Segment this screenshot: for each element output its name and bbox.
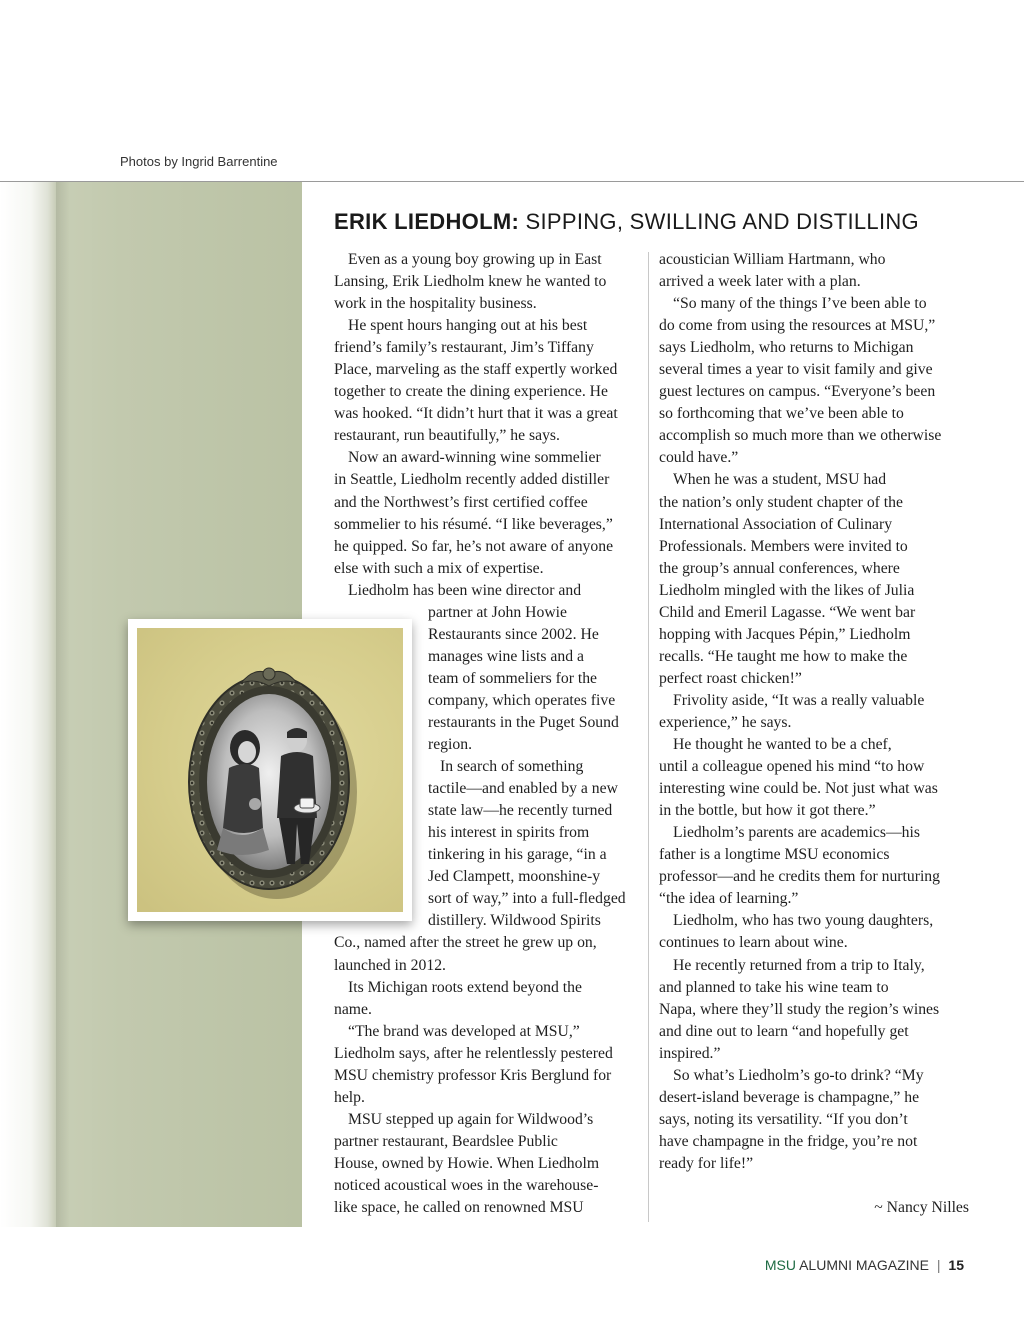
text-line: Liedholm, who has two young daughters, <box>673 912 934 930</box>
text-line: company, which operates five <box>428 691 616 709</box>
text-line: restaurant, run beautifully,” he says. <box>334 427 560 445</box>
text-line: Liedholm says, after he relentlessly pestered <box>334 1044 613 1062</box>
text-line: Even as a young boy growing up in East <box>348 251 602 268</box>
headline-name: ERIK LIEDHOLM: <box>334 209 520 234</box>
footer-separator: | <box>936 1257 941 1273</box>
text-line: Liedholm’s parents are academics—his <box>673 824 920 842</box>
text-line: and planned to take his wine team to <box>659 978 889 996</box>
text-line: sort of way,” into a full-fledged <box>428 890 626 908</box>
text-line: several times a year to visit family and give <box>659 361 933 379</box>
text-line: Liedholm has been wine director and <box>348 581 582 599</box>
text-line: Frivolity aside, “It was a really valuable <box>673 691 925 709</box>
text-line: manages wine lists and a <box>428 647 584 665</box>
text-line: continues to learn about wine. <box>659 934 848 952</box>
text-line: Liedholm mingled with the likes of Julia <box>659 581 915 599</box>
text-line: like space, he called on renowned MSU <box>334 1199 584 1217</box>
text-line: was hooked. “It didn’t hurt that it was a great <box>334 405 618 423</box>
text-line: partner at John Howie <box>428 603 567 621</box>
text-line: “So many of the things I’ve been able to <box>673 295 927 313</box>
page-footer <box>765 1257 964 1273</box>
text-line: and dine out to learn “and hopefully get <box>659 1022 909 1040</box>
text-line: So what’s Liedholm’s go-to drink? “My <box>673 1066 924 1084</box>
text-line: noticed acoustical woes in the warehouse- <box>334 1176 599 1194</box>
text-line: International Association of Culinary <box>659 515 893 533</box>
text-line: else with such a mix of expertise. <box>334 559 544 577</box>
text-line: sommelier to his résumé. “I like beverages,” <box>334 515 613 533</box>
text-line: MSU chemistry professor Kris Berglund for <box>334 1066 612 1084</box>
text-line: so forthcoming that we’ve been able to <box>659 405 904 423</box>
text-line: In search of something <box>440 758 584 776</box>
text-line: the nation’s only student chapter of the <box>659 493 903 511</box>
text-line: name. <box>334 1000 372 1018</box>
photo-credit: Photos by Ingrid Barrentine <box>120 154 278 169</box>
text-line: launched in 2012. <box>334 956 446 974</box>
blank-line <box>659 1175 969 1197</box>
text-line: together to create the dining experience. He <box>334 383 608 401</box>
text-line: have champagne in the fridge, you’re not <box>659 1132 918 1150</box>
text-line: “the idea of learning.” <box>659 890 799 908</box>
text-line: in the bottle, but how it got there.” <box>659 802 876 820</box>
column-divider <box>648 252 649 1222</box>
text-line: Place, marveling as the staff expertly worked <box>334 361 618 379</box>
text-line: do come from using the resources at MSU,” <box>659 317 936 335</box>
text-line: Co., named after the street he grew up on, <box>334 934 597 952</box>
text-line: Jed Clampett, moonshine-y <box>428 868 601 886</box>
text-line: and the Northwest’s first certified coffee <box>334 493 588 511</box>
text-line: ready for life!” <box>659 1154 754 1172</box>
text-line: Napa, where they’ll study the region’s wines <box>659 1000 940 1018</box>
text-line: the group’s annual conferences, where <box>659 559 900 577</box>
text-line: says Liedholm, who returns to Michigan <box>659 339 914 357</box>
right-column <box>659 249 969 1219</box>
text-line: until a colleague opened his mind “to how <box>659 758 925 776</box>
text-line: work in the hospitality business. <box>334 295 537 313</box>
headline-subtitle: SIPPING, SWILLING AND DISTILLING <box>525 209 919 234</box>
text-line: Now an award-winning wine sommelier <box>348 449 601 467</box>
text-line: in Seattle, Liedholm recently added distiller <box>334 471 610 489</box>
text-line: recalls. “He taught me how to make the <box>659 647 908 665</box>
text-line: acoustician William Hartmann, who <box>659 251 886 268</box>
text-line: he quipped. So far, he’s not aware of anyone <box>334 537 614 555</box>
text-line: Its Michigan roots extend beyond the <box>348 978 582 996</box>
text-line: Restaurants since 2002. He <box>428 625 599 643</box>
text-line: Lansing, Erik Liedholm knew he wanted to <box>334 273 607 291</box>
text-line: He spent hours hanging out at his best <box>348 317 588 335</box>
text-line: friend’s family’s restaurant, Jim’s Tiffany <box>334 339 594 357</box>
text-line: perfect roast chicken!” <box>659 669 802 687</box>
footer-brand: MSU <box>764 1257 796 1273</box>
text-line: says, noting its versatility. “If you don’t <box>659 1110 908 1128</box>
text-line: help. <box>334 1088 365 1106</box>
text-line: partner restaurant, Beardslee Public <box>334 1132 558 1150</box>
text-line: inspired.” <box>659 1044 721 1062</box>
left-column <box>334 249 642 1219</box>
text-line: arrived a week later with a plan. <box>659 273 861 291</box>
text-line: distillery. Wildwood Spirits <box>428 912 601 930</box>
text-line: father is a longtime MSU economics <box>659 846 890 864</box>
page-number: 15 <box>948 1257 964 1273</box>
text-line: He recently returned from a trip to Italy, <box>673 956 925 974</box>
text-line: tactile—and enabled by a new <box>428 780 618 798</box>
door-trim <box>0 182 56 1227</box>
text-line: team of sommeliers for the <box>428 669 598 687</box>
text-line: MSU stepped up again for Wildwood’s <box>348 1110 594 1128</box>
text-line: Professionals. Members were invited to <box>659 537 908 555</box>
text-line: could have.” <box>659 449 739 467</box>
text-line: hopping with Jacques Pépin,” Liedholm <box>659 625 911 643</box>
trim-shadow <box>56 182 70 1227</box>
text-line: “The brand was developed at MSU,” <box>348 1022 580 1040</box>
text-line: experience,” he says. <box>659 713 792 731</box>
text-line: guest lectures on campus. “Everyone’s been <box>659 383 936 401</box>
text-line: tinkering in his garage, “in a <box>428 846 607 864</box>
text-line: region. <box>428 736 472 754</box>
text-line: state law—he recently turned <box>428 802 613 820</box>
text-line: restaurants in the Puget Sound <box>428 713 619 731</box>
text-line: accomplish so much more than we otherwise <box>659 427 942 445</box>
text-line: his interest in spirits from <box>428 824 590 842</box>
article-headline <box>334 209 974 235</box>
text-line: House, owned by Howie. When Liedholm <box>334 1154 600 1172</box>
text-line: He thought he wanted to be a chef, <box>673 736 892 754</box>
text-line: Child and Emeril Lagasse. “We went bar <box>659 603 916 621</box>
text-line: interesting wine could be. Not just what was <box>659 780 938 798</box>
text-line: When he was a student, MSU had <box>673 471 887 489</box>
text-line: desert-island beverage is champagne,” he <box>659 1088 920 1106</box>
byline: ~ Nancy Nilles <box>874 1199 969 1217</box>
footer-magazine: ALUMNI MAGAZINE <box>799 1257 929 1273</box>
text-line: professor—and he credits them for nurturing <box>659 868 940 886</box>
